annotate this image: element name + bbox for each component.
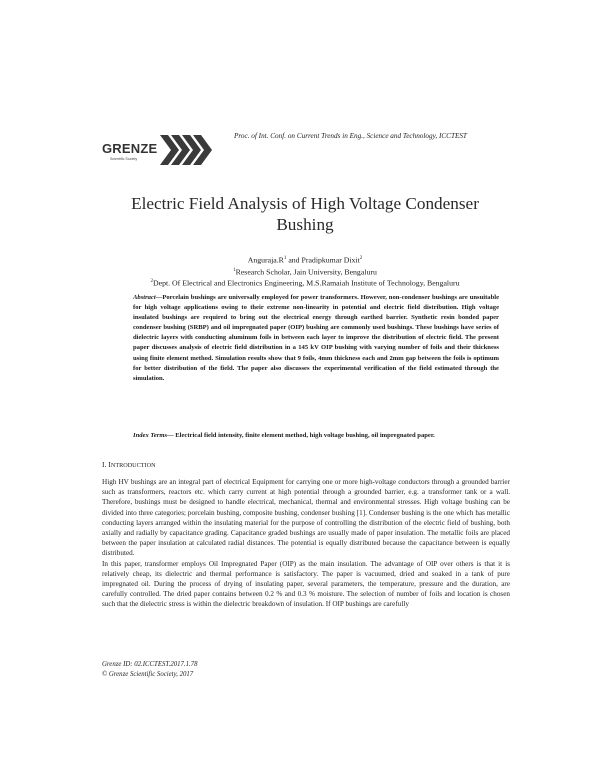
title-line-1: Electric Field Analysis of High Voltage Condenser: [131, 194, 479, 213]
paragraph-1: High HV bushings are an integral part of electrical Equipment for carrying one or more high-voltage conductors through a grounded barrier such as transformers, reactors etc. which carry current at high potential through a grounded barrier, e.g. a transformer tank or a wall. Therefore, bushings must be designed to handle electrical, mechanical, thermal and environmental stresses. High voltage bushing can be divided into three categories; porcelain bushing, composite bushing, condenser bushing [1]. Condenser bushing is the one which has metallic conducting layers arranged within the insulating material for the purpose of controlling the distribution of the electric field of bushing, both axially and radially by capacitance grading. Capacitance graded bushings are usually made of paper insulation. The metallic foils are placed between the paper insulation at calculated radial distances. The potential is equally distributed because the capacitance between is equally distributed.: [102, 478, 510, 558]
title-line-2: Bushing: [276, 215, 334, 234]
affiliation-1: $^1$Research Scholar, Jain University, Bengaluru: [233, 267, 377, 277]
index-terms-label: Index Terms: [133, 432, 168, 439]
author-block: [80, 254, 530, 289]
chevron-arrows-icon: [160, 132, 222, 168]
logo-tagline: Scientific Society: [110, 157, 138, 161]
copyright: © Grenze Scientific Society, 2017: [102, 670, 194, 678]
logo-wordmark: GRENZE: [102, 141, 158, 156]
grenze-id: Grenze ID: 02.ICCTEST.2017.1.78: [102, 661, 198, 668]
journal-header: Proc. of Int. Conf. on Current Trends in Eng., Science and Technology, ICCTEST: [234, 132, 467, 140]
paragraph-2: In this paper, transformer employs Oil Impregnated Paper (OIP) as the main insulation. The advantage of OIP over others is that it is relatively cheap, its dielectric and thermal performance is satisfactory. The paper is vacuumed, dried and soaked in a tank of pure impregnated oil. During the process of drying of insulating paper, several parameters, the temperature, pressure and the duration, are carefully controlled. The dried paper contains between 0.2 % and 0.3 % moisture. The selection of number of foils and location is chosen such that the dielectric stress is within the dielectric breakdown of insulation. If OIP bushings are carefully: [102, 559, 510, 609]
section-heading: I. INTRODUCTION: [102, 460, 156, 469]
paper-title: [60, 193, 550, 235]
affiliation-2: $^2$Dept. Of Electrical and Electronics Engineering, M.S.Ramaiah Institute of Technology, Bengaluru: [150, 278, 460, 288]
grenze-logo: [102, 132, 222, 168]
abstract: Abstract—Porcelain bushings are universally employed for power transformers. However, non-condenser bushings are unsuitable for high voltage applications owing to their extreme non-linearity in potential and electric field distribution. High voltage insulated bushings are required to bring out the electrical energy through earthed barrier. Synthetic resin bonded paper condenser bushing (SRBP) and oil impregnated paper (OIP) bushing are commonly used bushings. These bushings have series of dielectric layers with conducting aluminum foils in between each layer to improve the distribution of electric field. The present paper discusses analysis of electric field distribution in a 145 kV OIP bushing with varying number of foils and their thickness using finite element method. Simulation results show that 9 foils, 4mm thickness each and 2mm gap between the foils is optimum for better distribution of the field. The paper also discusses the experimental verification of the field estimated through the simulation.: [133, 294, 499, 382]
index-terms: Index Terms— Electrical field intensity, finite element method, high voltage bushing, oil impregnated paper.: [133, 432, 435, 439]
abstract-label: Abstract: [133, 294, 156, 301]
author-names: $Anguraja.R^1$ and Pradipkumar Dixit$^2$: [247, 255, 363, 265]
index-terms-text: Electrical field intensity, finite element method, high voltage bushing, oil impregnated paper.: [175, 432, 435, 439]
abstract-text: Porcelain bushings are universally employed for power transformers. However, non-condenser bushings are unsuitable for high voltage applications owing to their extreme non-linearity in potential and electric field distribution. High voltage insulated bushings are required to bring out the electrical energy through earthed barrier. Synthetic resin bonded paper condenser bushing (SRBP) and oil impregnated paper (OIP) bushing are commonly used bushings. These bushings have series of dielectric layers with conducting aluminum foils in between each layer to improve the distribution of electric field. The present paper discusses analysis of electric field distribution in a 145 kV OIP bushing with varying number of foils and their thickness using finite element method. Simulation results show that 9 foils, 4mm thickness each and 2mm gap between the foils is optimum for better distribution of the field. The paper also discusses the experimental verification of the field estimated through the simulation.: [133, 294, 499, 382]
footer: [102, 660, 198, 679]
section-body: [102, 477, 510, 610]
